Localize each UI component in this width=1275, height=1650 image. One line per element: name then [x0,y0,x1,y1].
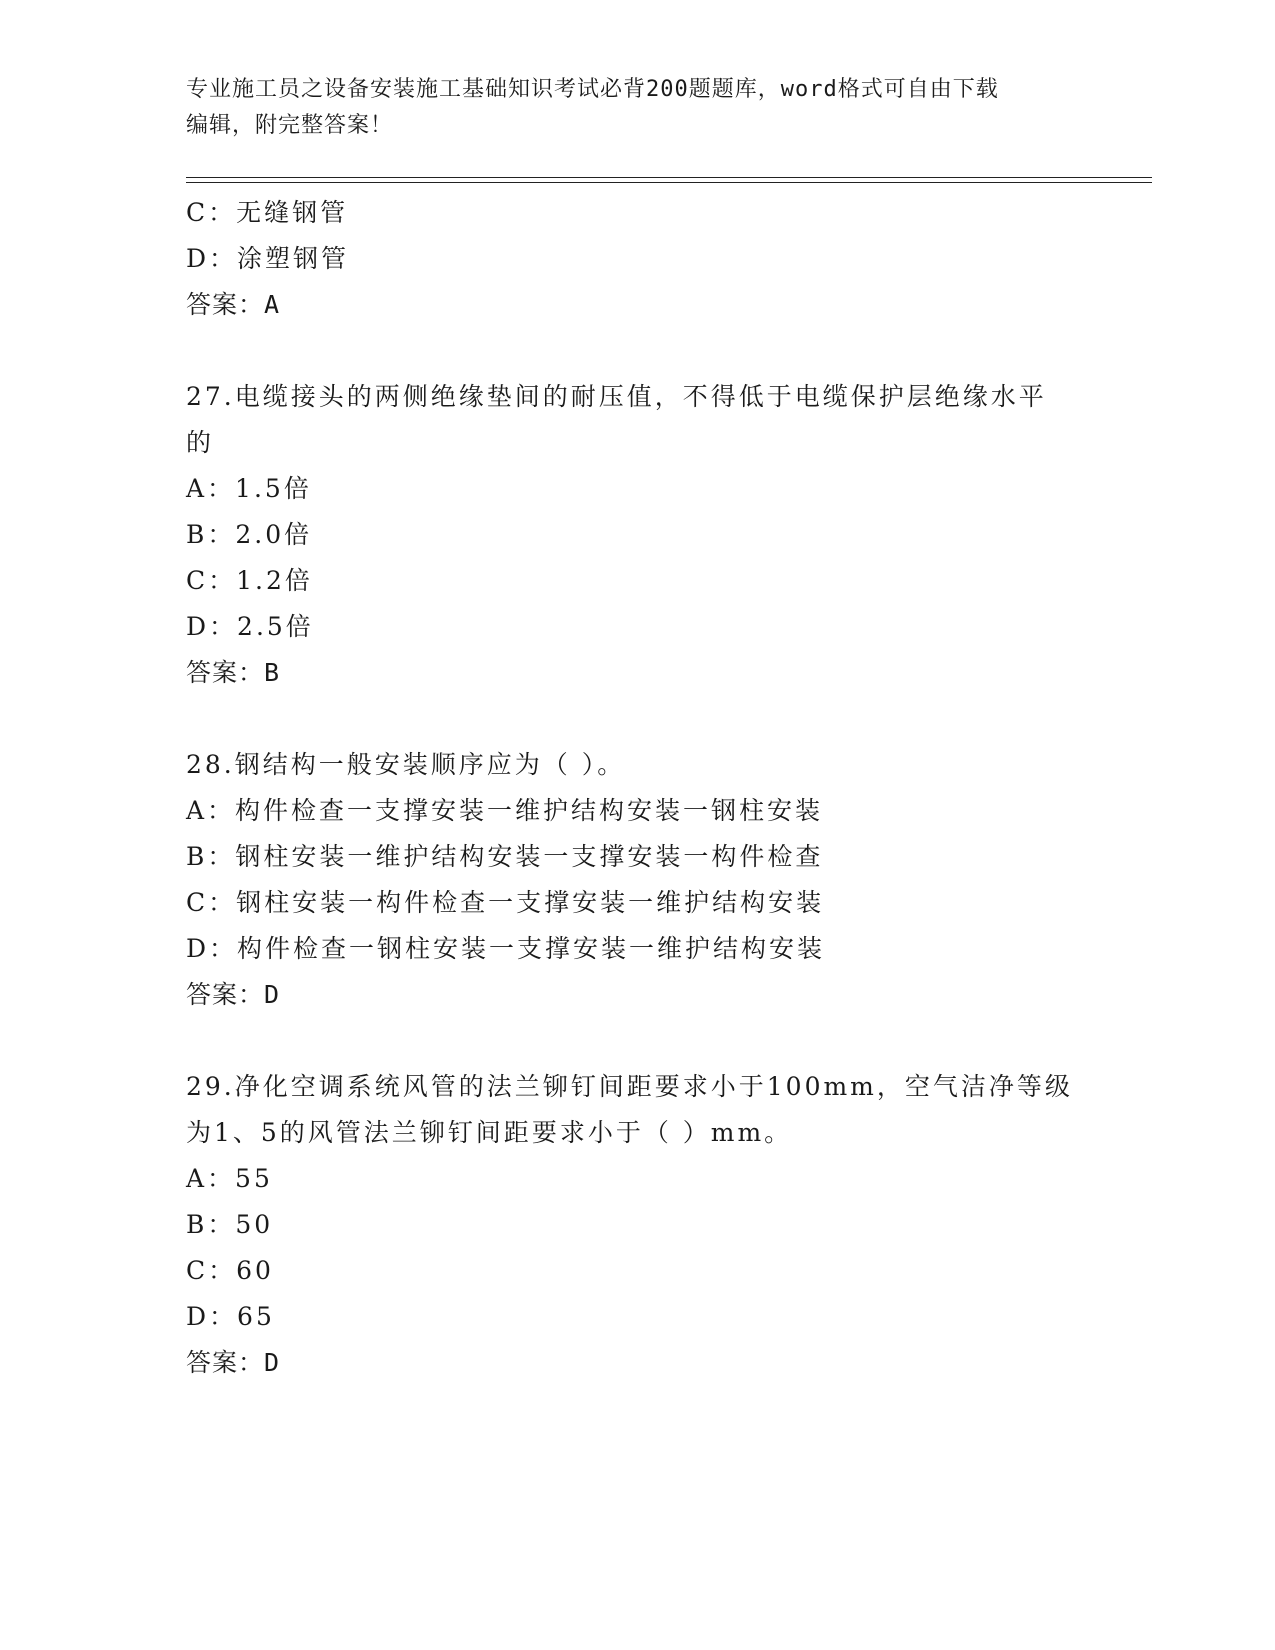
option-a: A：构件检查一支撑安装一维护结构安装一钢柱安装 [186,796,824,825]
option-c: C：无缝钢管 [186,198,349,227]
option-d: D：65 [186,1302,275,1331]
header-title-line-2: 编辑，附完整答案！ [186,113,394,138]
option-c: C：1.2倍 [186,566,313,595]
question-stem: 27.电缆接头的两侧绝缘垫间的耐压值，不得低于电缆保护层绝缘水平 [186,382,1047,411]
option-a: A：55 [186,1164,273,1193]
option-b: B：钢柱安装一维护结构安装一支撑安装一构件检查 [186,842,824,871]
question-stem-continued: 的 [186,428,215,457]
answer-line: 答案：D [186,1348,281,1377]
spacer [186,696,1086,742]
question-content [186,190,1086,1386]
question-29-block [186,1064,1086,1386]
spacer [186,1018,1086,1064]
option-a: A：1.5倍 [186,474,312,503]
answer-line: 答案：D [186,980,281,1009]
question-28-block [186,742,1086,1018]
question-stem: 29.净化空调系统风管的法兰铆钉间距要求小于100mm，空气洁净等级 [186,1072,1073,1101]
option-c: C：钢柱安装一构件检查一支撑安装一维护结构安装 [186,888,825,917]
option-d: D：涂塑钢管 [186,244,350,273]
header-divider-top [186,177,1152,178]
answer-line: 答案：A [186,290,281,319]
option-b: B：50 [186,1210,274,1239]
answer-line: 答案：B [186,658,281,687]
option-c: C：60 [186,1256,274,1285]
option-d: D：2.5倍 [186,612,314,641]
document-header [186,72,1066,144]
question-stem-continued: 为1、5的风管法兰铆钉间距要求小于（ ）mm。 [186,1118,793,1147]
question-stem: 28.钢结构一般安装顺序应为（ ）。 [186,750,626,779]
option-d: D：构件检查一钢柱安装一支撑安装一维护结构安装 [186,934,826,963]
prev-question-block [186,190,1086,328]
question-27-block [186,374,1086,696]
header-divider-bottom [186,182,1152,183]
option-b: B：2.0倍 [186,520,313,549]
header-title-line-1: 专业施工员之设备安装施工基础知识考试必背200题题库，word格式可自由下载 [186,77,999,102]
spacer [186,328,1086,374]
